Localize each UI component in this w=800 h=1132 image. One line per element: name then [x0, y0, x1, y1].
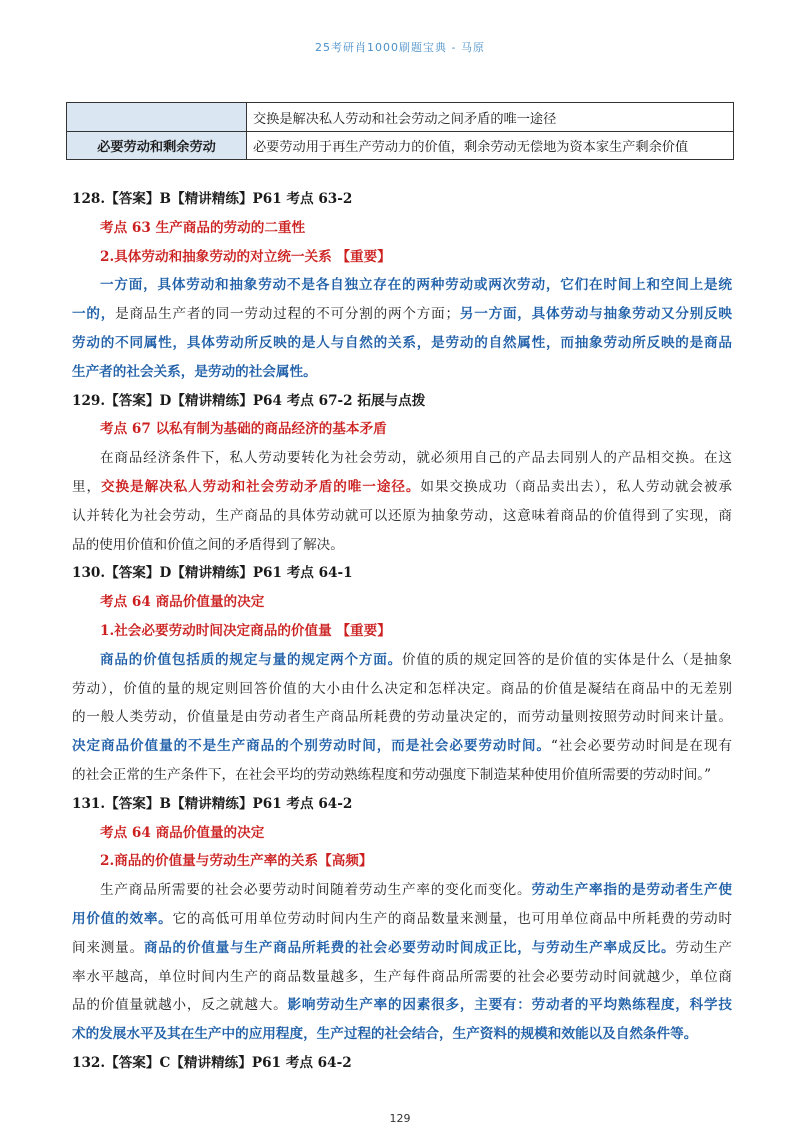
paragraph-line: [72, 502, 732, 531]
body-text: 的社会正常的生产条件下，在社会平均的劳动熟练程度和劳动强度下制造某种使用价值所需要的劳动时间。”: [72, 766, 712, 783]
table-cell-text: 交换是解决私人劳动和社会劳动之间矛盾的唯一途径: [247, 103, 734, 132]
paragraph-line: [72, 963, 732, 992]
body-text: 如果交换成功（商品卖出去），私人劳动就会被承: [420, 478, 732, 495]
paragraph-line: [72, 934, 732, 963]
emphasis-text: 用价值的效率。: [72, 910, 173, 927]
paragraph-line: [72, 1020, 732, 1049]
paragraph-line: [72, 732, 732, 761]
answer-line-132: 132.【答案】C【精讲精练】P61 考点 64-2: [72, 1054, 352, 1071]
emphasis-text: 术的发展水平及其在生产中的应用程度，生产过程的社会结合，生产资料的规模和效能以及自然条件等。: [72, 1026, 698, 1043]
paragraph-line: [72, 761, 732, 790]
emphasis-text: 决定商品价值量的不是生产商品的个别劳动时间，而是社会必要劳动时间。: [72, 738, 551, 755]
emphasis-text: 生产者的社会关系，是劳动的社会属性。: [72, 363, 317, 380]
comparison-table: [66, 102, 734, 160]
paragraph-line: [72, 444, 732, 473]
body-text: 在商品经济条件下，私人劳动要转化为社会劳动，就必须用自己的产品去同别人的产品相交换。在这: [100, 450, 732, 467]
body-text: 生产商品所需要的社会必要劳动时间随着劳动生产率的变化而变化。: [100, 882, 532, 899]
topic-heading: 考点 67 以私有制为基础的商品经济的基本矛盾: [100, 421, 387, 438]
topic-heading: 考点 64 商品价值量的决定: [100, 824, 265, 841]
paragraph-line: [72, 876, 732, 905]
body-text: 里，: [72, 478, 102, 495]
emphasis-text: 一的，: [72, 306, 116, 323]
body-text: 间来测量。: [72, 939, 144, 956]
body-text: “社会必要劳动时间是在现有: [550, 738, 733, 755]
answer-line-129: 129.【答案】D【精讲精练】P64 考点 67-2 拓展与点拨: [72, 392, 426, 409]
body-text: 认并转化为社会劳动，生产商品的具体劳动就可以还原为抽象劳动，这意味着商品的价值得到了实现，商: [72, 507, 732, 524]
body-text: 品的使用价值和价值之间的矛盾得到了解决。: [72, 536, 344, 553]
body-text: 品的价值量就越小，反之就越大。: [72, 997, 288, 1014]
body-text: 价值的质的规定回答的是价值的实体是什么（是抽象: [402, 651, 733, 668]
table-row: [67, 132, 734, 160]
body-text: 的一般人类劳动，价值量是由劳动者生产商品所耗费的劳动量决定的，而劳动量则按照劳动时间来计量。: [72, 709, 732, 726]
paragraph-line: [72, 703, 732, 732]
subtopic-heading: 1.社会必要劳动时间决定商品的价值量 【重要】: [100, 622, 391, 639]
body-text: 它的高低可用单位劳动时间内生产的商品数量来测量，也可用单位商品中所耗费的劳动时: [172, 910, 733, 927]
body-text: 是商品生产者的同一劳动过程的不可分割的两个方面；: [115, 306, 460, 323]
table-cell-text: 必要劳动用于再生产劳动力的价值，剩余劳动无偿地为资本家生产剩余价值: [247, 132, 734, 160]
emphasis-text: 商品的价值量与生产商品所耗费的社会必要劳动时间成正比，与劳动生产率成反比。: [143, 939, 676, 956]
page-header: 25考研肖1000刷题宝典 - 马原: [315, 41, 485, 54]
answer-line-128: 128.【答案】B【精讲精练】P61 考点 63-2: [72, 191, 353, 207]
paragraph-line: [72, 329, 732, 358]
table-cell-label: [67, 103, 247, 132]
table-cell-label: 必要劳动和剩余劳动: [67, 132, 247, 160]
subtopic-heading: 2.商品的价值量与劳动生产率的关系【高频】: [100, 853, 373, 870]
emphasis-text: 劳动的不同属性，具体劳动所反映的是人与自然的关系，是劳动的自然属性，而抽象劳动所反映的是商品: [72, 334, 732, 351]
paragraph-line: [72, 991, 732, 1020]
topic-heading: 考点 63 生产商品的劳动的二重性: [100, 219, 306, 236]
answer-line-131: 131.【答案】B【精讲精练】P61 考点 64-2: [72, 795, 353, 812]
body-text: 率水平越高，单位时间内生产的商品数量越多，生产每件商品所需要的社会必要劳动时间就越少，单位商: [72, 968, 732, 985]
paragraph-line: [72, 358, 732, 387]
paragraph-line: [72, 905, 732, 934]
paragraph-line: [72, 531, 732, 560]
emphasis-text: 交换是解决私人劳动和社会劳动矛盾的唯一途径。: [101, 478, 421, 495]
page-number: 129: [389, 1112, 411, 1125]
emphasis-text: 一方面，具体劳动和抽象劳动不是各自独立存在的两种劳动或两次劳动，它们在时间上和空间上是统: [100, 277, 732, 294]
paragraph-line: [72, 300, 732, 329]
emphasis-text: 商品的价值包括质的规定与量的规定两个方面。: [100, 651, 403, 668]
paragraph-line: [72, 675, 732, 704]
body-text: 劳动），价值的量的规定则回答价值的大小由什么决定和怎样决定。商品的价值是凝结在商品中的无差别: [72, 680, 732, 697]
emphasis-text: 劳动生产率指的是劳动者生产使: [531, 882, 733, 899]
emphasis-text: 另一方面，具体劳动与抽象劳动又分别反映: [459, 306, 733, 323]
topic-heading: 考点 64 商品价值量的决定: [100, 594, 265, 611]
paragraph-line: [72, 271, 732, 300]
table-row: [67, 103, 734, 132]
emphasis-text: 影响劳动生产率的因素很多，主要有：劳动者的平均熟练程度，科学技: [287, 997, 732, 1014]
answer-line-130: 130.【答案】D【精讲精练】P61 考点 64-1: [72, 565, 353, 582]
paragraph-line: [72, 473, 732, 502]
body-text: 劳动生产: [675, 939, 733, 956]
paragraph-line: [72, 646, 732, 675]
page-content: [72, 185, 732, 1078]
subtopic-heading: 2.具体劳动和抽象劳动的对立统一关系 【重要】: [100, 248, 391, 265]
